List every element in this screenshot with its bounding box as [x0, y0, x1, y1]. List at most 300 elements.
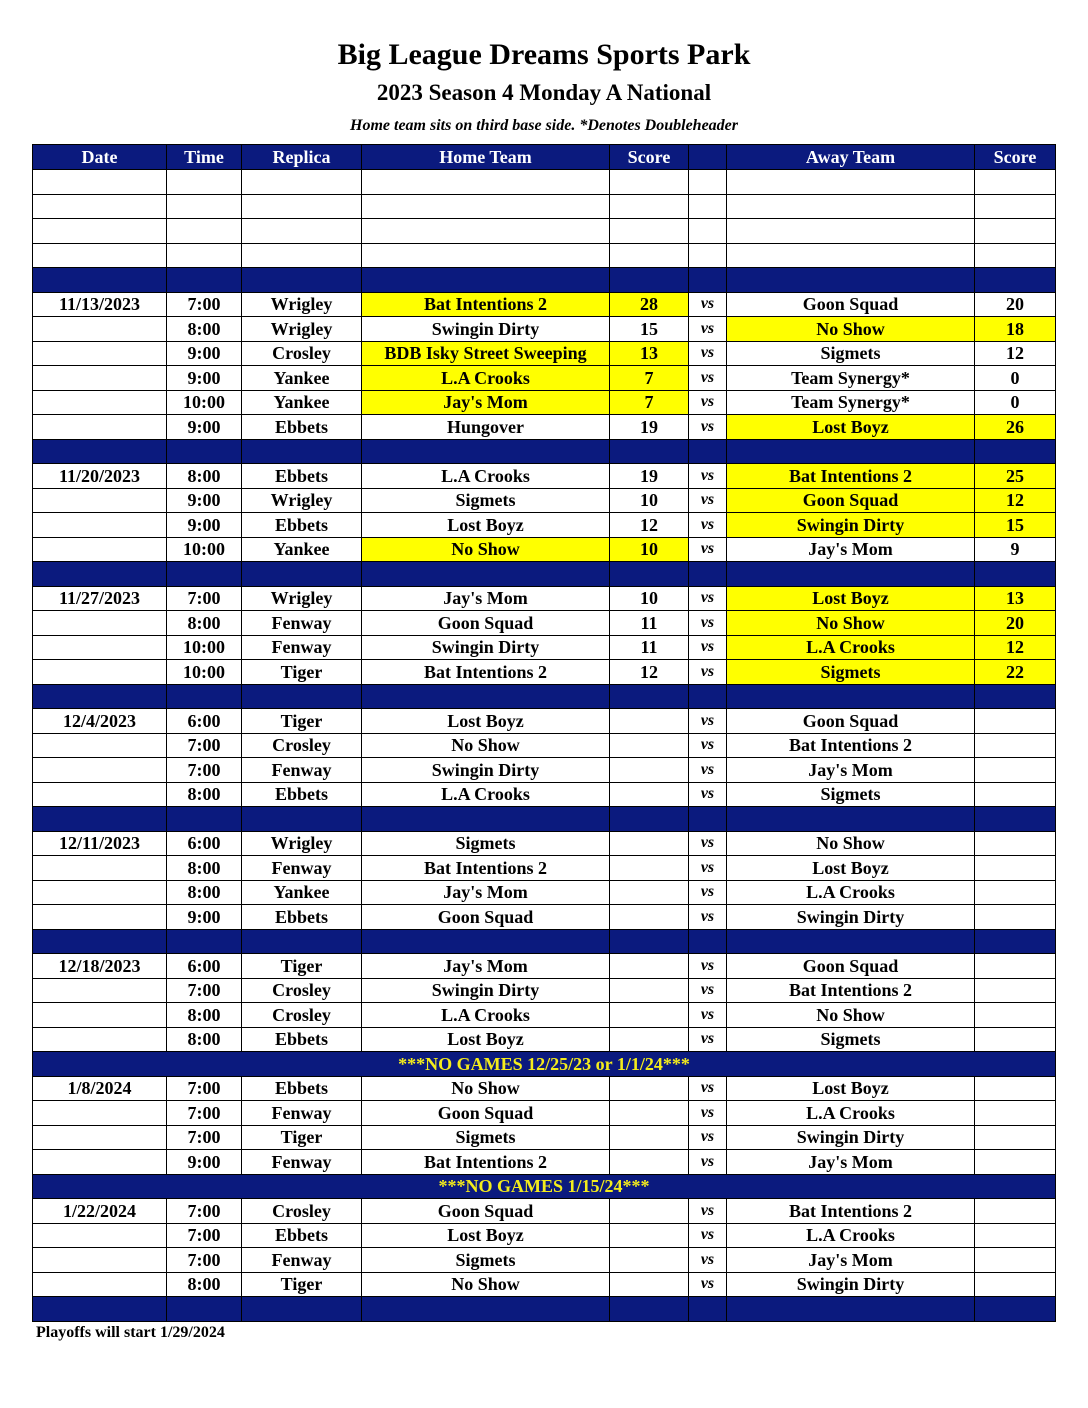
- vs-cell: vs: [689, 611, 727, 636]
- away-team-cell: Jay's Mom: [727, 537, 975, 562]
- header-home-team: Home Team: [362, 145, 610, 170]
- home-team-cell: [362, 268, 610, 293]
- vs-cell: [689, 684, 727, 709]
- home-score-cell: [610, 856, 689, 881]
- home-team-cell: [362, 1297, 610, 1322]
- away-score-cell: [975, 1003, 1056, 1028]
- time-cell: 10:00: [167, 635, 242, 660]
- header-away-score: Score: [975, 145, 1056, 170]
- date-cell: [33, 1101, 167, 1126]
- time-cell: 8:00: [167, 317, 242, 342]
- time-cell: [167, 1297, 242, 1322]
- header-home-score: Score: [610, 145, 689, 170]
- home-team-cell: Hungover: [362, 415, 610, 440]
- replica-cell: [242, 929, 362, 954]
- vs-cell: vs: [689, 1199, 727, 1224]
- vs-cell: vs: [689, 390, 727, 415]
- replica-cell: Wrigley: [242, 488, 362, 513]
- away-score-cell: 0: [975, 366, 1056, 391]
- time-cell: 10:00: [167, 390, 242, 415]
- separator-row: [33, 439, 1056, 464]
- no-games-row: [33, 1052, 1056, 1077]
- home-team-cell: No Show: [362, 1272, 610, 1297]
- date-cell: 1/8/2024: [33, 1076, 167, 1101]
- away-team-cell: Lost Boyz: [727, 1076, 975, 1101]
- time-cell: 7:00: [167, 978, 242, 1003]
- game-row: [33, 758, 1056, 783]
- home-team-cell: [362, 243, 610, 268]
- vs-cell: vs: [689, 954, 727, 979]
- home-team-cell: Swingin Dirty: [362, 317, 610, 342]
- vs-cell: vs: [689, 513, 727, 538]
- vs-cell: vs: [689, 1027, 727, 1052]
- vs-cell: [689, 562, 727, 587]
- game-row: [33, 586, 1056, 611]
- vs-cell: vs: [689, 709, 727, 734]
- home-score-cell: 28: [610, 292, 689, 317]
- away-score-cell: [975, 978, 1056, 1003]
- replica-cell: Ebbets: [242, 1223, 362, 1248]
- date-cell: [33, 929, 167, 954]
- time-cell: 7:00: [167, 1248, 242, 1273]
- home-score-cell: [610, 684, 689, 709]
- away-team-cell: Swingin Dirty: [727, 905, 975, 930]
- replica-cell: Fenway: [242, 1150, 362, 1175]
- home-team-cell: Sigmets: [362, 1125, 610, 1150]
- home-team-cell: Jay's Mom: [362, 954, 610, 979]
- away-team-cell: Lost Boyz: [727, 586, 975, 611]
- no-games-note: ***NO GAMES 12/25/23 or 1/1/24***: [33, 1052, 1056, 1077]
- home-score-cell: 10: [610, 586, 689, 611]
- date-cell: [33, 513, 167, 538]
- game-row: [33, 513, 1056, 538]
- home-score-cell: [610, 243, 689, 268]
- vs-cell: vs: [689, 1076, 727, 1101]
- away-score-cell: [975, 709, 1056, 734]
- home-score-cell: [610, 978, 689, 1003]
- date-cell: [33, 1248, 167, 1273]
- replica-cell: Tiger: [242, 660, 362, 685]
- home-score-cell: [610, 1027, 689, 1052]
- vs-cell: [689, 219, 727, 244]
- game-row: [33, 464, 1056, 489]
- replica-cell: Fenway: [242, 856, 362, 881]
- replica-cell: Fenway: [242, 635, 362, 660]
- home-score-cell: 11: [610, 635, 689, 660]
- home-score-cell: [610, 709, 689, 734]
- away-team-cell: L.A Crooks: [727, 1223, 975, 1248]
- vs-cell: [689, 268, 727, 293]
- game-row: [33, 611, 1056, 636]
- date-cell: [33, 317, 167, 342]
- replica-cell: Crosley: [242, 1003, 362, 1028]
- vs-cell: [689, 1297, 727, 1322]
- no-games-row: [33, 1174, 1056, 1199]
- home-team-cell: [362, 219, 610, 244]
- replica-cell: Ebbets: [242, 513, 362, 538]
- replica-cell: Ebbets: [242, 464, 362, 489]
- date-cell: [33, 1297, 167, 1322]
- replica-cell: [242, 562, 362, 587]
- date-cell: 11/20/2023: [33, 464, 167, 489]
- away-score-cell: [975, 1027, 1056, 1052]
- away-score-cell: [975, 905, 1056, 930]
- away-team-cell: No Show: [727, 831, 975, 856]
- away-score-cell: [975, 170, 1056, 195]
- home-team-cell: [362, 684, 610, 709]
- home-score-cell: [610, 1297, 689, 1322]
- away-team-cell: [727, 929, 975, 954]
- time-cell: 8:00: [167, 611, 242, 636]
- home-team-cell: Goon Squad: [362, 1199, 610, 1224]
- home-score-cell: 12: [610, 660, 689, 685]
- away-score-cell: [975, 1248, 1056, 1273]
- home-score-cell: 19: [610, 415, 689, 440]
- home-team-cell: Swingin Dirty: [362, 978, 610, 1003]
- time-cell: 8:00: [167, 856, 242, 881]
- away-score-cell: [975, 954, 1056, 979]
- replica-cell: Ebbets: [242, 1076, 362, 1101]
- date-cell: [33, 758, 167, 783]
- home-team-cell: Bat Intentions 2: [362, 660, 610, 685]
- away-team-cell: Goon Squad: [727, 954, 975, 979]
- vs-cell: vs: [689, 537, 727, 562]
- vs-cell: vs: [689, 905, 727, 930]
- time-cell: 6:00: [167, 831, 242, 856]
- replica-cell: [242, 170, 362, 195]
- time-cell: 8:00: [167, 782, 242, 807]
- replica-cell: [242, 194, 362, 219]
- replica-cell: Yankee: [242, 537, 362, 562]
- time-cell: [167, 268, 242, 293]
- replica-cell: Wrigley: [242, 831, 362, 856]
- date-cell: [33, 268, 167, 293]
- away-team-cell: Goon Squad: [727, 488, 975, 513]
- vs-cell: [689, 194, 727, 219]
- vs-cell: vs: [689, 366, 727, 391]
- time-cell: 8:00: [167, 880, 242, 905]
- home-score-cell: [610, 170, 689, 195]
- home-score-cell: [610, 194, 689, 219]
- away-score-cell: [975, 831, 1056, 856]
- vs-cell: vs: [689, 660, 727, 685]
- vs-cell: vs: [689, 488, 727, 513]
- date-cell: 11/27/2023: [33, 586, 167, 611]
- home-score-cell: [610, 831, 689, 856]
- date-cell: [33, 243, 167, 268]
- replica-cell: [242, 684, 362, 709]
- time-cell: 8:00: [167, 1272, 242, 1297]
- home-team-cell: [362, 807, 610, 832]
- away-score-cell: 0: [975, 390, 1056, 415]
- replica-cell: [242, 219, 362, 244]
- away-score-cell: [975, 1272, 1056, 1297]
- home-score-cell: [610, 1248, 689, 1273]
- time-cell: [167, 807, 242, 832]
- away-team-cell: [727, 219, 975, 244]
- home-team-cell: Swingin Dirty: [362, 635, 610, 660]
- away-score-cell: [975, 807, 1056, 832]
- away-score-cell: [975, 782, 1056, 807]
- date-cell: [33, 1272, 167, 1297]
- vs-cell: [689, 807, 727, 832]
- home-team-cell: Swingin Dirty: [362, 758, 610, 783]
- blank-row: [33, 243, 1056, 268]
- date-cell: [33, 684, 167, 709]
- date-cell: [33, 635, 167, 660]
- home-team-cell: Lost Boyz: [362, 1223, 610, 1248]
- away-team-cell: Sigmets: [727, 660, 975, 685]
- time-cell: 10:00: [167, 660, 242, 685]
- home-score-cell: [610, 1076, 689, 1101]
- away-team-cell: No Show: [727, 1003, 975, 1028]
- time-cell: 9:00: [167, 513, 242, 538]
- away-team-cell: Team Synergy*: [727, 366, 975, 391]
- game-row: [33, 733, 1056, 758]
- replica-cell: Ebbets: [242, 782, 362, 807]
- away-score-cell: [975, 243, 1056, 268]
- game-row: [33, 1272, 1056, 1297]
- away-team-cell: Swingin Dirty: [727, 1272, 975, 1297]
- vs-cell: vs: [689, 1150, 727, 1175]
- replica-cell: Wrigley: [242, 586, 362, 611]
- vs-cell: vs: [689, 733, 727, 758]
- home-team-cell: Jay's Mom: [362, 880, 610, 905]
- time-cell: 7:00: [167, 1199, 242, 1224]
- time-cell: [167, 562, 242, 587]
- date-cell: [33, 562, 167, 587]
- date-cell: [33, 537, 167, 562]
- home-team-cell: [362, 170, 610, 195]
- replica-cell: Fenway: [242, 758, 362, 783]
- vs-cell: [689, 243, 727, 268]
- time-cell: 10:00: [167, 537, 242, 562]
- date-cell: [33, 194, 167, 219]
- home-score-cell: [610, 1101, 689, 1126]
- away-team-cell: Jay's Mom: [727, 758, 975, 783]
- date-cell: 12/11/2023: [33, 831, 167, 856]
- away-score-cell: [975, 1297, 1056, 1322]
- away-team-cell: [727, 194, 975, 219]
- game-row: [33, 1150, 1056, 1175]
- time-cell: [167, 684, 242, 709]
- away-score-cell: [975, 758, 1056, 783]
- replica-cell: Yankee: [242, 880, 362, 905]
- home-team-cell: L.A Crooks: [362, 464, 610, 489]
- away-score-cell: [975, 1150, 1056, 1175]
- date-cell: [33, 1125, 167, 1150]
- game-row: [33, 1101, 1056, 1126]
- vs-cell: vs: [689, 1101, 727, 1126]
- time-cell: 7:00: [167, 292, 242, 317]
- home-score-cell: 7: [610, 366, 689, 391]
- away-team-cell: [727, 684, 975, 709]
- time-cell: 9:00: [167, 341, 242, 366]
- no-games-note: ***NO GAMES 1/15/24***: [33, 1174, 1056, 1199]
- home-team-cell: No Show: [362, 733, 610, 758]
- away-team-cell: [727, 562, 975, 587]
- vs-cell: vs: [689, 782, 727, 807]
- date-cell: [33, 856, 167, 881]
- away-score-cell: [975, 684, 1056, 709]
- date-cell: [33, 1150, 167, 1175]
- home-team-cell: No Show: [362, 1076, 610, 1101]
- vs-cell: [689, 439, 727, 464]
- date-cell: 12/18/2023: [33, 954, 167, 979]
- date-cell: [33, 782, 167, 807]
- away-score-cell: 18: [975, 317, 1056, 342]
- home-team-cell: Lost Boyz: [362, 513, 610, 538]
- vs-cell: vs: [689, 1125, 727, 1150]
- time-cell: [167, 929, 242, 954]
- away-score-cell: [975, 1101, 1056, 1126]
- home-score-cell: [610, 1223, 689, 1248]
- game-row: [33, 709, 1056, 734]
- header-away-team: Away Team: [727, 145, 975, 170]
- home-team-cell: Sigmets: [362, 488, 610, 513]
- header-row: [33, 145, 1056, 170]
- away-team-cell: Sigmets: [727, 782, 975, 807]
- replica-cell: [242, 268, 362, 293]
- home-score-cell: 15: [610, 317, 689, 342]
- date-cell: [33, 488, 167, 513]
- home-team-cell: [362, 194, 610, 219]
- time-cell: 8:00: [167, 1003, 242, 1028]
- game-row: [33, 978, 1056, 1003]
- home-team-cell: Bat Intentions 2: [362, 856, 610, 881]
- home-score-cell: 10: [610, 488, 689, 513]
- away-score-cell: [975, 1223, 1056, 1248]
- separator-row: [33, 268, 1056, 293]
- date-cell: [33, 1223, 167, 1248]
- game-row: [33, 1076, 1056, 1101]
- game-row: [33, 782, 1056, 807]
- away-score-cell: 15: [975, 513, 1056, 538]
- time-cell: 9:00: [167, 415, 242, 440]
- away-score-cell: 13: [975, 586, 1056, 611]
- date-cell: [33, 366, 167, 391]
- away-team-cell: Sigmets: [727, 341, 975, 366]
- date-cell: [33, 660, 167, 685]
- home-score-cell: [610, 219, 689, 244]
- away-team-cell: No Show: [727, 317, 975, 342]
- home-score-cell: [610, 439, 689, 464]
- date-cell: [33, 390, 167, 415]
- vs-cell: vs: [689, 880, 727, 905]
- schedule-table: [32, 144, 1056, 1322]
- time-cell: [167, 170, 242, 195]
- date-cell: [33, 219, 167, 244]
- replica-cell: Tiger: [242, 1272, 362, 1297]
- home-team-cell: Bat Intentions 2: [362, 1150, 610, 1175]
- home-team-cell: Lost Boyz: [362, 1027, 610, 1052]
- game-row: [33, 954, 1056, 979]
- away-score-cell: [975, 219, 1056, 244]
- game-row: [33, 292, 1056, 317]
- replica-cell: Tiger: [242, 709, 362, 734]
- page-title: Big League Dreams Sports Park: [337, 38, 751, 71]
- home-score-cell: 7: [610, 390, 689, 415]
- game-row: [33, 390, 1056, 415]
- away-team-cell: Bat Intentions 2: [727, 464, 975, 489]
- game-row: [33, 905, 1056, 930]
- date-cell: [33, 807, 167, 832]
- replica-cell: Ebbets: [242, 905, 362, 930]
- away-score-cell: 26: [975, 415, 1056, 440]
- replica-cell: Wrigley: [242, 317, 362, 342]
- separator-row: [33, 929, 1056, 954]
- away-team-cell: [727, 807, 975, 832]
- home-team-cell: BDB Isky Street Sweeping: [362, 341, 610, 366]
- replica-cell: Ebbets: [242, 1027, 362, 1052]
- game-row: [33, 1223, 1056, 1248]
- replica-cell: Crosley: [242, 978, 362, 1003]
- game-row: [33, 415, 1056, 440]
- vs-cell: vs: [689, 341, 727, 366]
- away-score-cell: 9: [975, 537, 1056, 562]
- game-row: [33, 341, 1056, 366]
- home-score-cell: [610, 1125, 689, 1150]
- home-team-cell: Goon Squad: [362, 611, 610, 636]
- away-team-cell: Swingin Dirty: [727, 513, 975, 538]
- game-row: [33, 660, 1056, 685]
- replica-cell: Tiger: [242, 1125, 362, 1150]
- replica-cell: Fenway: [242, 1248, 362, 1273]
- date-cell: [33, 880, 167, 905]
- blank-row: [33, 170, 1056, 195]
- game-row: [33, 635, 1056, 660]
- game-row: [33, 1003, 1056, 1028]
- date-cell: [33, 1027, 167, 1052]
- game-row: [33, 1027, 1056, 1052]
- home-score-cell: [610, 905, 689, 930]
- game-row: [33, 831, 1056, 856]
- time-cell: 9:00: [167, 1150, 242, 1175]
- vs-cell: [689, 170, 727, 195]
- home-score-cell: 11: [610, 611, 689, 636]
- replica-cell: Yankee: [242, 390, 362, 415]
- away-score-cell: [975, 880, 1056, 905]
- away-score-cell: [975, 268, 1056, 293]
- date-cell: [33, 733, 167, 758]
- time-cell: 8:00: [167, 1027, 242, 1052]
- home-team-cell: No Show: [362, 537, 610, 562]
- header-time: Time: [167, 145, 242, 170]
- home-score-cell: [610, 929, 689, 954]
- time-cell: 7:00: [167, 1101, 242, 1126]
- game-row: [33, 366, 1056, 391]
- date-cell: [33, 439, 167, 464]
- page-note: Home team sits on third base side. *Denotes Doubleheader: [350, 117, 738, 134]
- game-row: [33, 1125, 1056, 1150]
- home-team-cell: [362, 929, 610, 954]
- away-score-cell: 12: [975, 635, 1056, 660]
- away-score-cell: [975, 439, 1056, 464]
- replica-cell: Wrigley: [242, 292, 362, 317]
- time-cell: 7:00: [167, 733, 242, 758]
- away-team-cell: [727, 1297, 975, 1322]
- vs-cell: vs: [689, 415, 727, 440]
- away-score-cell: 20: [975, 292, 1056, 317]
- replica-cell: Fenway: [242, 611, 362, 636]
- away-score-cell: 12: [975, 341, 1056, 366]
- away-team-cell: [727, 439, 975, 464]
- game-row: [33, 880, 1056, 905]
- home-score-cell: [610, 268, 689, 293]
- replica-cell: Crosley: [242, 1199, 362, 1224]
- header-vs: [689, 145, 727, 170]
- replica-cell: [242, 807, 362, 832]
